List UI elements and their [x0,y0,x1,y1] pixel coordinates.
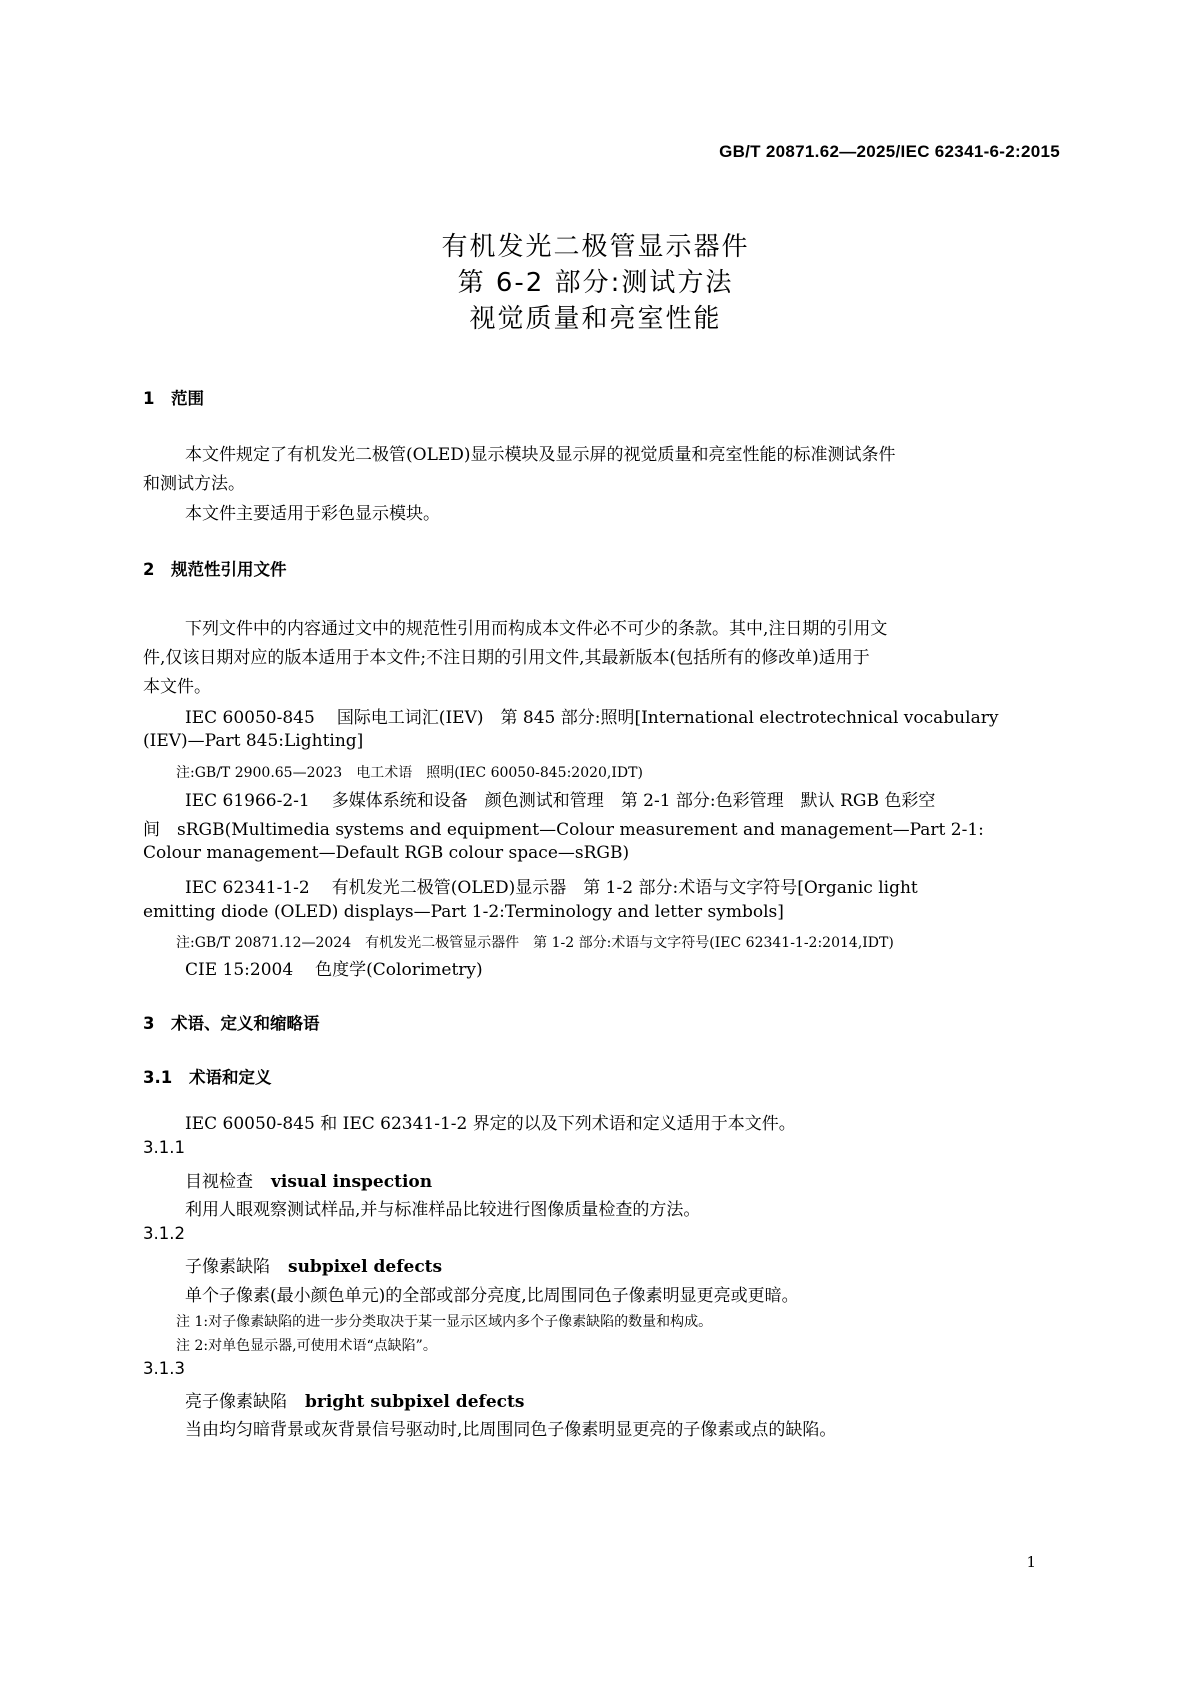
section-heading-scope [143,385,204,409]
reference-code: CIE 15:2004 [185,960,294,980]
term-definition: 利用人眼观察测试样品,并与标准样品比较进行图像质量检查的方法。 [185,1200,701,1220]
paragraph: 本文件主要适用于彩色显示模块。 [185,504,440,524]
reference-continuation: emitting diode (OLED) displays—Part 1-2:Terminology and letter symbols] [143,902,784,922]
term-en: visual inspection [271,1172,433,1192]
term-entry [185,1252,442,1277]
term-note: 注 2:对单色显示器,可使用术语“点缺陷”。 [176,1338,437,1354]
term-cn: 子像素缺陷 [185,1257,270,1277]
reference-entry [185,703,998,728]
reference-continuation: 间 sRGB(Multimedia systems and equipment—Colour measurement and management—Part 2-1: [143,820,984,840]
reference-title: 色度学(Colorimetry) [315,960,483,980]
reference-title: 多媒体系统和设备 颜色测试和管理 第 2-1 部分:色彩管理 默认 RGB 色彩空 [331,791,936,811]
term-note: 注 1:对子像素缺陷的进一步分类取决于某一显示区域内多个子像素缺陷的数量和构成。 [176,1314,713,1330]
section-number: 3 [143,1014,155,1033]
term-number: 3.1.2 [143,1224,185,1243]
section-heading-terms [143,1010,320,1034]
paragraph: 件,仅该日期对应的版本适用于本文件;不注日期的引用文件,其最新版本(包括所有的修改单)适用于 [143,648,870,668]
section-title: 规范性引用文件 [171,560,287,579]
term-en: bright subpixel defects [305,1392,525,1412]
term-definition: 单个子像素(最小颜色单元)的全部或部分亮度,比周围同色子像素明显更亮或更暗。 [185,1286,799,1306]
subsection-heading-terms-definitions [143,1064,272,1088]
reference-note: 注:GB/T 2900.65—2023 电工术语 照明(IEC 60050-845:2020,IDT) [176,765,643,781]
section-number: 1 [143,389,155,408]
reference-continuation: Colour management—Default RGB colour space—sRGB) [143,843,630,863]
reference-continuation: (IEV)—Part 845:Lighting] [143,731,364,751]
title-line-2: 第 6-2 部分:测试方法 [457,268,734,298]
term-definition: 当由均匀暗背景或灰背景信号驱动时,比周围同色子像素明显更亮的子像素或点的缺陷。 [185,1420,837,1440]
section-number: 2 [143,560,155,579]
reference-code: IEC 62341-1-2 [185,878,310,898]
title-line-3: 视觉质量和亮室性能 [469,304,722,334]
section-title: 范围 [171,389,204,408]
reference-note: 注:GB/T 20871.12—2024 有机发光二极管显示器件 第 1-2 部分:术语与文字符号(IEC 62341-1-2:2014,IDT) [176,935,894,951]
paragraph: 下列文件中的内容通过文中的规范性引用而构成本文件必不可少的条款。其中,注日期的引用文 [185,619,888,639]
section-title: 术语、定义和缩略语 [171,1014,320,1033]
title-line-1: 有机发光二极管显示器件 [441,232,750,262]
reference-entry [185,873,918,898]
term-en: subpixel defects [288,1257,443,1277]
term-entry [185,1387,524,1412]
subsection-number: 3.1 [143,1068,173,1087]
term-entry [185,1167,432,1192]
reference-code: IEC 61966-2-1 [185,791,310,811]
term-number: 3.1.1 [143,1138,185,1157]
term-cn: 亮子像素缺陷 [185,1392,287,1412]
reference-title: 国际电工词汇(IEV) 第 845 部分:照明[International electrotechnical vocabulary [336,708,999,728]
term-number: 3.1.3 [143,1359,185,1378]
reference-entry [185,786,935,811]
paragraph: IEC 60050-845 和 IEC 62341-1-2 界定的以及下列术语和定义适用于本文件。 [185,1114,796,1134]
page-number: 1 [1026,1553,1036,1571]
paragraph: 本文件。 [143,677,211,697]
reference-entry [185,955,483,980]
subsection-title: 术语和定义 [189,1068,272,1087]
term-cn: 目视检查 [185,1172,253,1192]
paragraph: 和测试方法。 [143,474,245,494]
reference-code: IEC 60050-845 [185,708,315,728]
section-heading-normative-references [143,556,287,580]
paragraph: 本文件规定了有机发光二极管(OLED)显示模块及显示屏的视觉质量和亮室性能的标准测试条件 [185,445,896,465]
standard-id: GB/T 20871.62—2025/IEC 62341-6-2:2015 [719,142,1060,161]
reference-title: 有机发光二极管(OLED)显示器 第 1-2 部分:术语与文字符号[Organic light [331,878,918,898]
